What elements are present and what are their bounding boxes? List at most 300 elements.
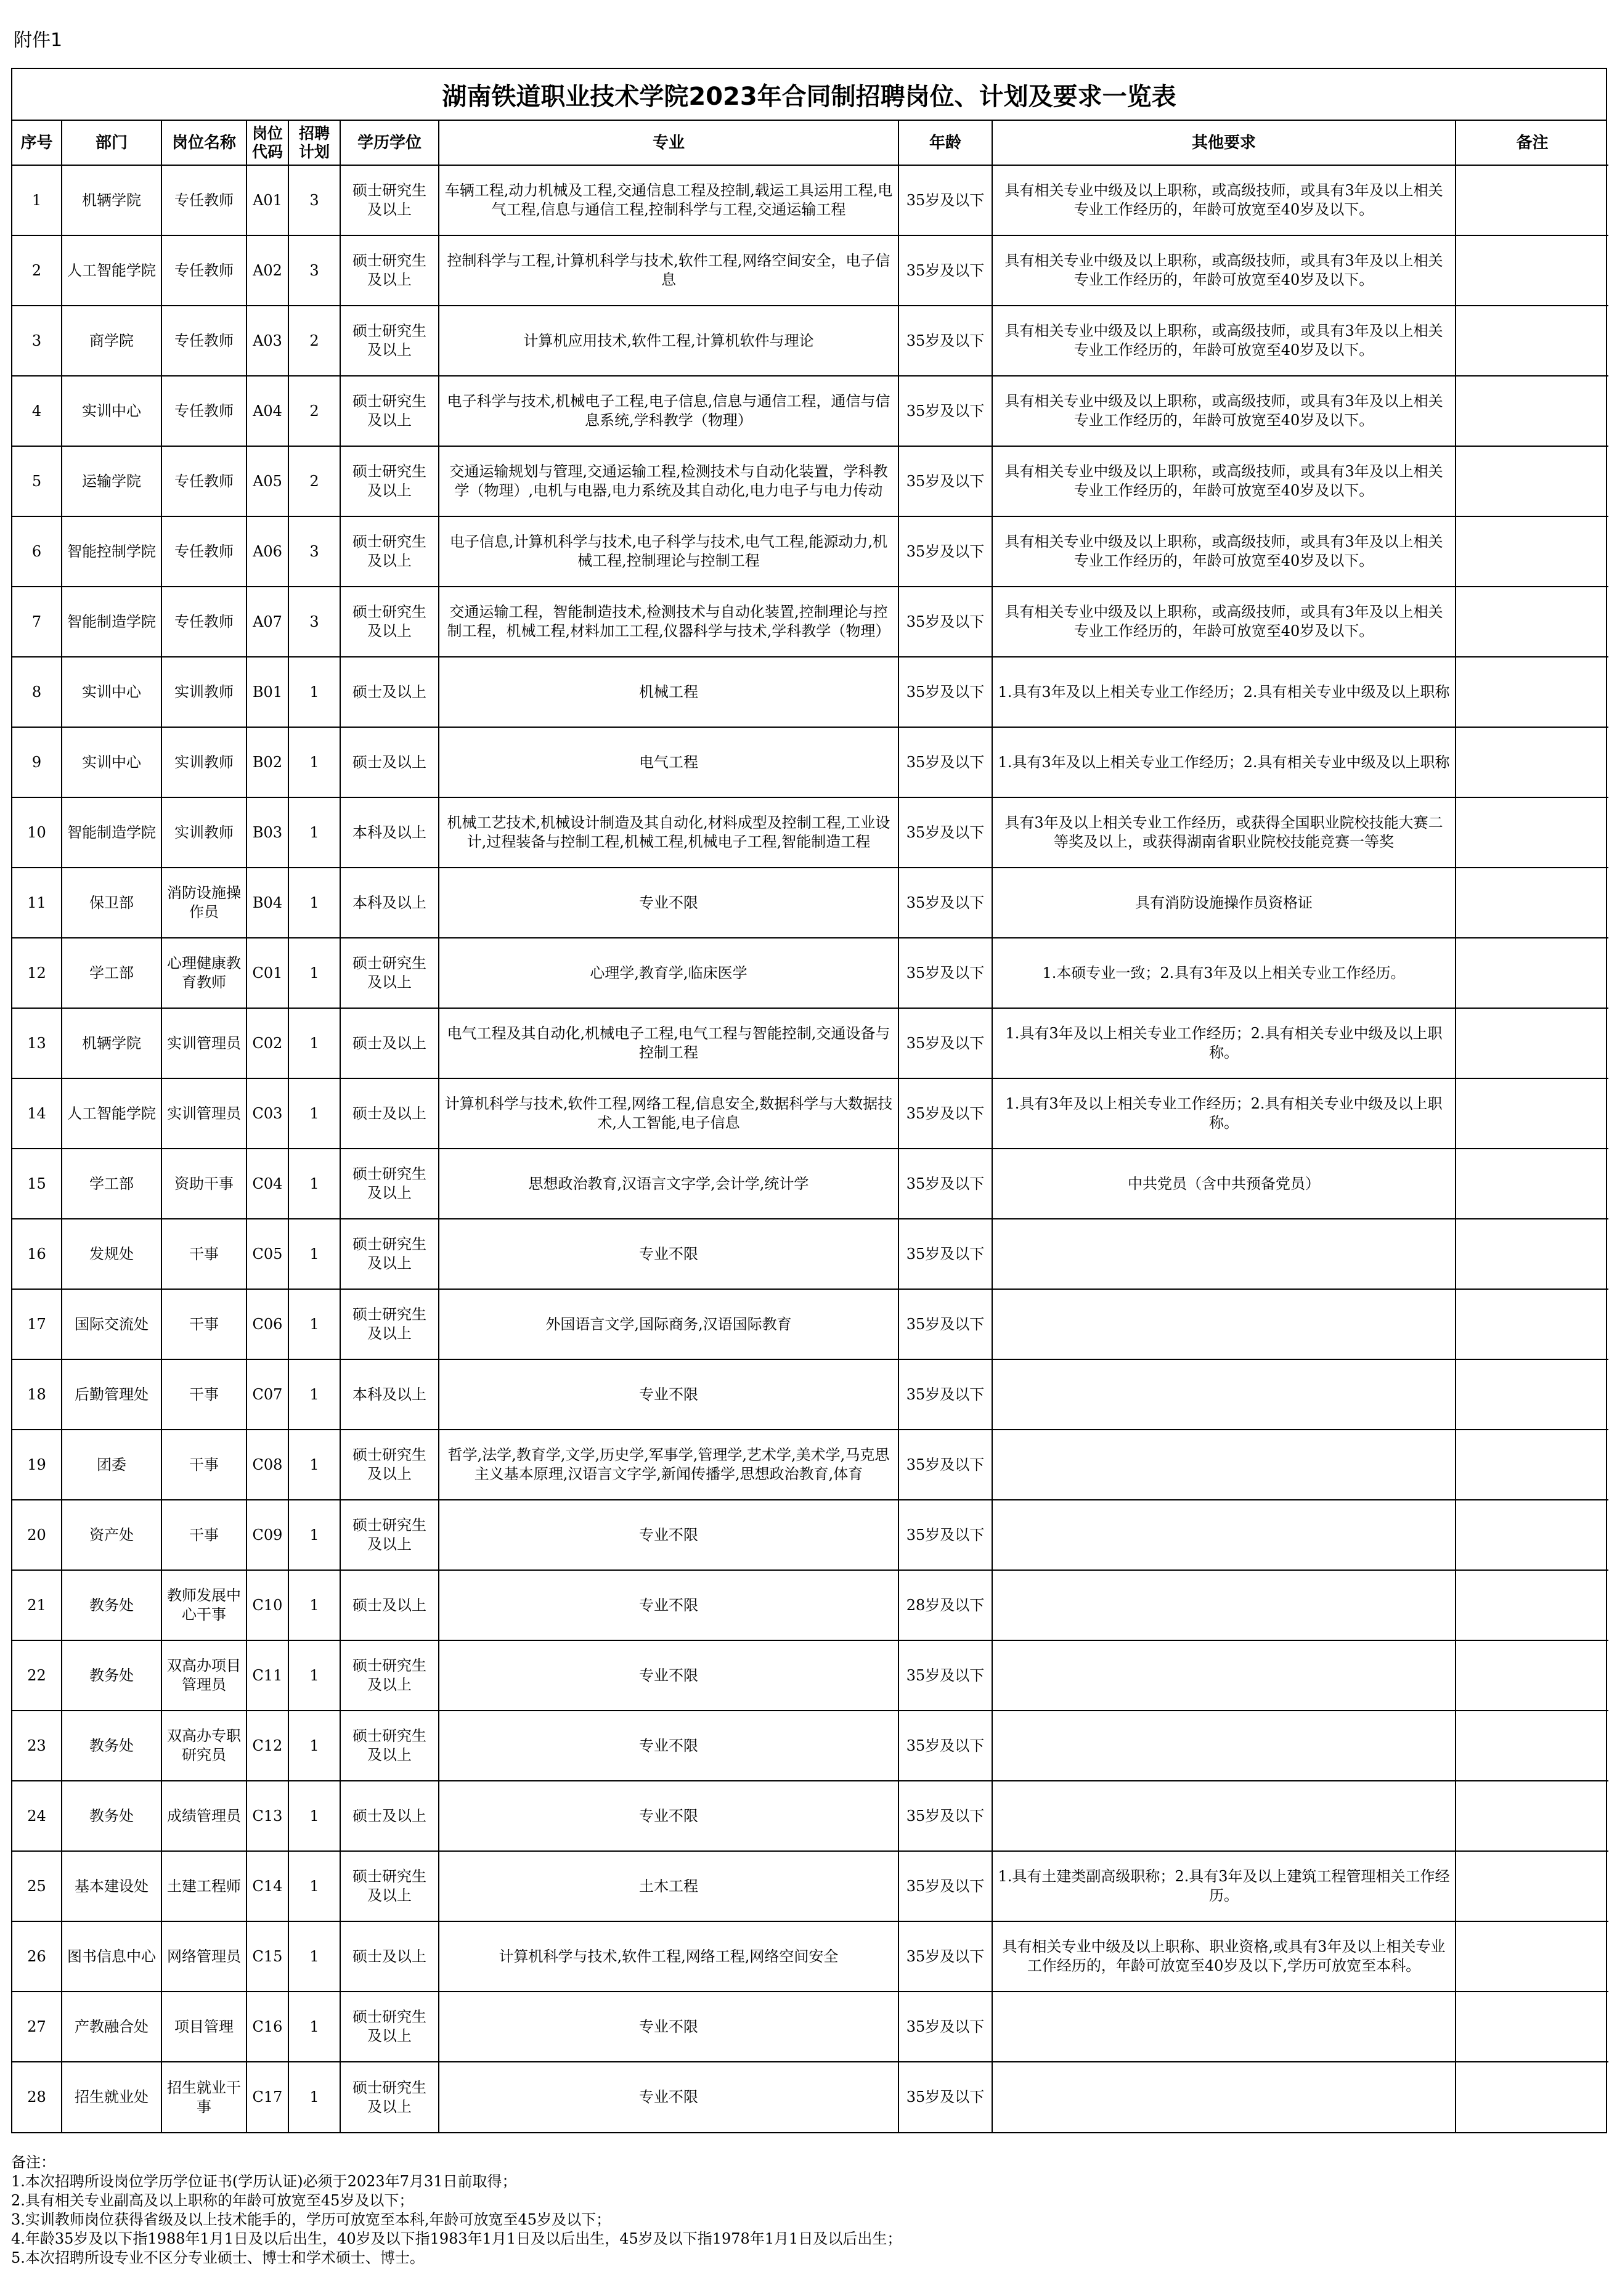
cell-post-code: C09 [246, 1500, 288, 1570]
cell-post-name: 专任教师 [161, 587, 246, 657]
cell-post-code: A02 [246, 235, 288, 306]
cell-plan: 1 [288, 1008, 340, 1078]
notes-section [11, 2153, 1607, 2268]
table-row [12, 1359, 1608, 1430]
cell-post-code: B02 [246, 727, 288, 797]
cell-plan: 1 [288, 1149, 340, 1219]
cell-degree: 本科及以上 [340, 797, 439, 868]
table-row [12, 1219, 1608, 1289]
cell-degree: 硕士研究生及以上 [340, 516, 439, 587]
cell-dept: 教务处 [62, 1640, 161, 1711]
cell-age: 35岁及以下 [898, 797, 992, 868]
cell-post-name: 专任教师 [161, 306, 246, 376]
cell-age: 35岁及以下 [898, 727, 992, 797]
cell-degree: 硕士研究生及以上 [340, 1219, 439, 1289]
cell-seq: 3 [12, 306, 62, 376]
cell-degree: 硕士研究生及以上 [340, 235, 439, 306]
cell-post-code: C14 [246, 1851, 288, 1921]
cell-dept: 人工智能学院 [62, 1078, 161, 1149]
cell-other [992, 1570, 1456, 1640]
table-row [12, 1781, 1608, 1851]
cell-post-code: A03 [246, 306, 288, 376]
cell-age: 35岁及以下 [898, 306, 992, 376]
cell-other: 具有消防设施操作员资格证 [992, 868, 1456, 938]
cell-age: 35岁及以下 [898, 1430, 992, 1500]
cell-dept: 智能控制学院 [62, 516, 161, 587]
cell-other: 1.具有3年及以上相关专业工作经历；2.具有相关专业中级及以上职称 [992, 657, 1456, 727]
cell-seq: 11 [12, 868, 62, 938]
cell-post-name: 实训教师 [161, 727, 246, 797]
cell-plan: 1 [288, 1640, 340, 1711]
cell-seq: 9 [12, 727, 62, 797]
cell-dept: 实训中心 [62, 657, 161, 727]
cell-degree: 硕士研究生及以上 [340, 938, 439, 1008]
col-header-other: 其他要求 [992, 121, 1456, 165]
cell-remark [1456, 1500, 1608, 1570]
notes-heading: 备注： [11, 2154, 55, 2171]
cell-post-name: 干事 [161, 1289, 246, 1359]
note-item: 5.本次招聘所设专业不区分专业硕士、博士和学术硕士、博士。 [11, 2249, 425, 2266]
cell-degree: 硕士研究生及以上 [340, 1149, 439, 1219]
cell-seq: 23 [12, 1711, 62, 1781]
cell-post-code: A06 [246, 516, 288, 587]
table-row [12, 446, 1608, 516]
post-code-line1: 岗位 [251, 124, 283, 142]
cell-major: 机械工艺技术,机械设计制造及其自动化,材料成型及控制工程,工业设计,过程装备与控制工程,机械工程,机械电子工程,智能制造工程 [439, 797, 898, 868]
cell-dept: 学工部 [62, 1149, 161, 1219]
cell-post-code: C13 [246, 1781, 288, 1851]
cell-seq: 2 [12, 235, 62, 306]
cell-remark [1456, 797, 1608, 868]
cell-plan: 1 [288, 2062, 340, 2132]
cell-plan: 1 [288, 1359, 340, 1430]
cell-dept: 教务处 [62, 1711, 161, 1781]
cell-dept: 图书信息中心 [62, 1921, 161, 1992]
cell-remark [1456, 1851, 1608, 1921]
cell-post-code: C05 [246, 1219, 288, 1289]
cell-remark [1456, 376, 1608, 446]
table-row [12, 938, 1608, 1008]
cell-major: 专业不限 [439, 1640, 898, 1711]
col-header-major: 专业 [439, 121, 898, 165]
cell-remark [1456, 1289, 1608, 1359]
cell-post-name: 干事 [161, 1500, 246, 1570]
cell-age: 35岁及以下 [898, 1851, 992, 1921]
cell-major: 专业不限 [439, 868, 898, 938]
cell-post-name: 双高办项目管理员 [161, 1640, 246, 1711]
cell-seq: 14 [12, 1078, 62, 1149]
cell-seq: 4 [12, 376, 62, 446]
cell-seq: 26 [12, 1921, 62, 1992]
attachment-label: 附件1 [14, 30, 63, 51]
cell-seq: 1 [12, 165, 62, 235]
cell-remark [1456, 1570, 1608, 1640]
cell-age: 35岁及以下 [898, 2062, 992, 2132]
cell-seq: 5 [12, 446, 62, 516]
cell-degree: 硕士及以上 [340, 1570, 439, 1640]
table-row [12, 587, 1608, 657]
cell-remark [1456, 657, 1608, 727]
cell-other: 1.具有3年及以上相关专业工作经历；2.具有相关专业中级及以上职称。 [992, 1078, 1456, 1149]
plan-line2: 计划 [298, 142, 330, 161]
cell-age: 35岁及以下 [898, 1219, 992, 1289]
cell-plan: 1 [288, 797, 340, 868]
cell-seq: 7 [12, 587, 62, 657]
cell-seq: 21 [12, 1570, 62, 1640]
cell-post-code: A04 [246, 376, 288, 446]
cell-post-code: C04 [246, 1149, 288, 1219]
cell-major: 交通运输工程，智能制造技术,检测技术与自动化装置,控制理论与控制工程，机械工程,材料加工工程,仪器科学与技术,学科教学（物理） [439, 587, 898, 657]
cell-degree: 硕士研究生及以上 [340, 1500, 439, 1570]
table-row [12, 376, 1608, 446]
cell-post-name: 专任教师 [161, 235, 246, 306]
cell-plan: 3 [288, 587, 340, 657]
cell-plan: 1 [288, 1851, 340, 1921]
table-row [12, 1289, 1608, 1359]
cell-plan: 1 [288, 1921, 340, 1992]
table-row [12, 1500, 1608, 1570]
cell-plan: 1 [288, 1781, 340, 1851]
cell-degree: 硕士研究生及以上 [340, 2062, 439, 2132]
cell-plan: 2 [288, 376, 340, 446]
cell-degree: 硕士研究生及以上 [340, 587, 439, 657]
cell-other: 具有相关专业中级及以上职称，或高级技师，或具有3年及以上相关专业工作经历的，年龄可放宽至40岁及以下。 [992, 165, 1456, 235]
cell-plan: 1 [288, 1078, 340, 1149]
cell-major: 专业不限 [439, 1781, 898, 1851]
cell-other [992, 1359, 1456, 1430]
cell-other: 具有相关专业中级及以上职称、职业资格,或具有3年及以上相关专业工作经历的，年龄可放宽至40岁及以下,学历可放宽至本科。 [992, 1921, 1456, 1992]
cell-remark [1456, 1430, 1608, 1500]
cell-major: 专业不限 [439, 1992, 898, 2062]
cell-post-code: B01 [246, 657, 288, 727]
cell-age: 35岁及以下 [898, 165, 992, 235]
table-row [12, 1570, 1608, 1640]
cell-age: 35岁及以下 [898, 1711, 992, 1781]
cell-plan: 2 [288, 306, 340, 376]
cell-major: 交通运输规划与管理,交通运输工程,检测技术与自动化装置，学科教学（物理）,电机与电器,电力系统及其自动化,电力电子与电力传动 [439, 446, 898, 516]
cell-remark [1456, 1640, 1608, 1711]
cell-degree: 硕士及以上 [340, 1921, 439, 1992]
cell-plan: 1 [288, 1500, 340, 1570]
cell-other: 1.具有土建类副高级职称；2.具有3年及以上建筑工程管理相关工作经历。 [992, 1851, 1456, 1921]
cell-age: 35岁及以下 [898, 587, 992, 657]
cell-other [992, 1500, 1456, 1570]
cell-degree: 硕士研究生及以上 [340, 165, 439, 235]
col-header-dept: 部门 [62, 121, 161, 165]
cell-post-code: C02 [246, 1008, 288, 1078]
cell-remark [1456, 938, 1608, 1008]
table-row [12, 516, 1608, 587]
cell-post-name: 实训管理员 [161, 1078, 246, 1149]
table-row [12, 1149, 1608, 1219]
cell-post-code: C17 [246, 2062, 288, 2132]
cell-degree: 本科及以上 [340, 868, 439, 938]
note-item: 3.实训教师岗位获得省级及以上技术能手的，学历可放宽至本科,年龄可放宽至45岁及以下； [11, 2211, 611, 2228]
cell-remark [1456, 587, 1608, 657]
cell-post-name: 消防设施操作员 [161, 868, 246, 938]
cell-dept: 智能制造学院 [62, 797, 161, 868]
cell-age: 35岁及以下 [898, 1992, 992, 2062]
cell-seq: 28 [12, 2062, 62, 2132]
cell-age: 35岁及以下 [898, 1500, 992, 1570]
cell-degree: 硕士及以上 [340, 1781, 439, 1851]
table-row [12, 1078, 1608, 1149]
cell-post-name: 项目管理 [161, 1992, 246, 2062]
cell-plan: 1 [288, 938, 340, 1008]
cell-age: 35岁及以下 [898, 1078, 992, 1149]
cell-other: 具有3年及以上相关专业工作经历，或获得全国职业院校技能大赛二等奖及以上，或获得湖南省职业院校技能竞赛一等奖 [992, 797, 1456, 868]
cell-post-name: 招生就业干事 [161, 2062, 246, 2132]
cell-other [992, 1992, 1456, 2062]
cell-age: 35岁及以下 [898, 446, 992, 516]
cell-major: 车辆工程,动力机械及工程,交通信息工程及控制,载运工具运用工程,电气工程,信息与通信工程,控制科学与工程,交通运输工程 [439, 165, 898, 235]
cell-degree: 硕士研究生及以上 [340, 1851, 439, 1921]
cell-post-name: 专任教师 [161, 446, 246, 516]
cell-post-name: 网络管理员 [161, 1921, 246, 1992]
cell-other [992, 2062, 1456, 2132]
cell-seq: 18 [12, 1359, 62, 1430]
cell-post-name: 成绩管理员 [161, 1781, 246, 1851]
cell-dept: 智能制造学院 [62, 587, 161, 657]
cell-major: 电气工程 [439, 727, 898, 797]
cell-dept: 团委 [62, 1430, 161, 1500]
cell-post-name: 资助干事 [161, 1149, 246, 1219]
cell-age: 35岁及以下 [898, 1921, 992, 1992]
cell-age: 35岁及以下 [898, 1359, 992, 1430]
cell-plan: 1 [288, 868, 340, 938]
cell-age: 35岁及以下 [898, 1289, 992, 1359]
col-header-post-name: 岗位名称 [161, 121, 246, 165]
table-row [12, 1851, 1608, 1921]
cell-remark [1456, 868, 1608, 938]
cell-remark [1456, 1008, 1608, 1078]
cell-dept: 后勤管理处 [62, 1359, 161, 1430]
page-title: 湖南铁道职业技术学院2023年合同制招聘岗位、计划及要求一览表 [12, 69, 1606, 121]
cell-plan: 1 [288, 1430, 340, 1500]
cell-plan: 1 [288, 727, 340, 797]
cell-degree: 硕士及以上 [340, 727, 439, 797]
cell-remark [1456, 1219, 1608, 1289]
cell-dept: 机辆学院 [62, 165, 161, 235]
table-row [12, 1711, 1608, 1781]
table-row [12, 868, 1608, 938]
cell-plan: 1 [288, 1219, 340, 1289]
cell-seq: 19 [12, 1430, 62, 1500]
cell-major: 专业不限 [439, 1359, 898, 1430]
table-row [12, 1430, 1608, 1500]
cell-remark [1456, 1359, 1608, 1430]
cell-other: 具有相关专业中级及以上职称，或高级技师，或具有3年及以上相关专业工作经历的，年龄可放宽至40岁及以下。 [992, 376, 1456, 446]
cell-dept: 教务处 [62, 1570, 161, 1640]
cell-remark [1456, 306, 1608, 376]
cell-seq: 16 [12, 1219, 62, 1289]
cell-seq: 15 [12, 1149, 62, 1219]
cell-degree: 硕士研究生及以上 [340, 1430, 439, 1500]
cell-degree: 硕士及以上 [340, 1008, 439, 1078]
cell-plan: 3 [288, 235, 340, 306]
cell-major: 心理学,教育学,临床医学 [439, 938, 898, 1008]
cell-degree: 硕士及以上 [340, 1078, 439, 1149]
table-row [12, 165, 1608, 235]
cell-post-name: 教师发展中心干事 [161, 1570, 246, 1640]
col-header-plan [288, 121, 340, 165]
cell-remark [1456, 1781, 1608, 1851]
cell-plan: 3 [288, 165, 340, 235]
cell-dept: 保卫部 [62, 868, 161, 938]
cell-dept: 资产处 [62, 1500, 161, 1570]
cell-other [992, 1640, 1456, 1711]
cell-age: 35岁及以下 [898, 1149, 992, 1219]
cell-age: 35岁及以下 [898, 657, 992, 727]
cell-dept: 发规处 [62, 1219, 161, 1289]
cell-major: 思想政治教育,汉语言文字学,会计学,统计学 [439, 1149, 898, 1219]
cell-seq: 17 [12, 1289, 62, 1359]
cell-age: 35岁及以下 [898, 376, 992, 446]
cell-post-code: C01 [246, 938, 288, 1008]
cell-major: 计算机应用技术,软件工程,计算机软件与理论 [439, 306, 898, 376]
post-code-line2: 代码 [251, 142, 283, 161]
cell-post-name: 干事 [161, 1430, 246, 1500]
cell-major: 专业不限 [439, 1500, 898, 1570]
cell-plan: 1 [288, 657, 340, 727]
cell-major: 电气工程及其自动化,机械电子工程,电气工程与智能控制,交通设备与控制工程 [439, 1008, 898, 1078]
col-header-seq: 序号 [12, 121, 62, 165]
table-row [12, 797, 1608, 868]
table-row [12, 657, 1608, 727]
recruitment-table [12, 121, 1608, 2132]
cell-remark [1456, 1711, 1608, 1781]
cell-degree: 硕士研究生及以上 [340, 376, 439, 446]
cell-other: 具有相关专业中级及以上职称，或高级技师，或具有3年及以上相关专业工作经历的，年龄可放宽至40岁及以下。 [992, 306, 1456, 376]
cell-post-code: C12 [246, 1711, 288, 1781]
cell-major: 外国语言文学,国际商务,汉语国际教育 [439, 1289, 898, 1359]
cell-other: 1.本硕专业一致；2.具有3年及以上相关专业工作经历。 [992, 938, 1456, 1008]
cell-major: 专业不限 [439, 2062, 898, 2132]
cell-seq: 24 [12, 1781, 62, 1851]
cell-dept: 产教融合处 [62, 1992, 161, 2062]
table-row [12, 1008, 1608, 1078]
cell-major: 专业不限 [439, 1711, 898, 1781]
cell-dept: 实训中心 [62, 727, 161, 797]
col-header-remark: 备注 [1456, 121, 1608, 165]
cell-degree: 硕士研究生及以上 [340, 306, 439, 376]
cell-remark [1456, 1149, 1608, 1219]
cell-other [992, 1711, 1456, 1781]
cell-age: 35岁及以下 [898, 235, 992, 306]
note-item: 2.具有相关专业副高及以上职称的年龄可放宽至45岁及以下； [11, 2192, 414, 2209]
cell-degree: 硕士研究生及以上 [340, 1992, 439, 2062]
cell-other: 具有相关专业中级及以上职称，或高级技师，或具有3年及以上相关专业工作经历的，年龄可放宽至40岁及以下。 [992, 516, 1456, 587]
cell-seq: 20 [12, 1500, 62, 1570]
cell-plan: 3 [288, 516, 340, 587]
cell-seq: 22 [12, 1640, 62, 1711]
cell-other [992, 1219, 1456, 1289]
col-header-post-code [246, 121, 288, 165]
table-header-row [12, 121, 1608, 165]
cell-post-code: C11 [246, 1640, 288, 1711]
cell-dept: 基本建设处 [62, 1851, 161, 1921]
cell-post-name: 实训管理员 [161, 1008, 246, 1078]
cell-major: 机械工程 [439, 657, 898, 727]
cell-remark [1456, 235, 1608, 306]
cell-age: 35岁及以下 [898, 516, 992, 587]
cell-seq: 10 [12, 797, 62, 868]
cell-post-name: 双高办专职研究员 [161, 1711, 246, 1781]
cell-remark [1456, 165, 1608, 235]
cell-other [992, 1430, 1456, 1500]
cell-plan: 2 [288, 446, 340, 516]
cell-post-code: A05 [246, 446, 288, 516]
cell-dept: 运输学院 [62, 446, 161, 516]
cell-post-code: C15 [246, 1921, 288, 1992]
cell-age: 35岁及以下 [898, 868, 992, 938]
cell-post-name: 干事 [161, 1219, 246, 1289]
cell-dept: 教务处 [62, 1781, 161, 1851]
cell-post-code: A01 [246, 165, 288, 235]
cell-seq: 13 [12, 1008, 62, 1078]
table-row [12, 727, 1608, 797]
cell-post-code: C06 [246, 1289, 288, 1359]
note-item: 4.年龄35岁及以下指1988年1月1日及以后出生，40岁及以下指1983年1月1日及以后出生，45岁及以下指1978年1月1日及以后出生； [11, 2230, 902, 2247]
cell-major: 控制科学与工程,计算机科学与技术,软件工程,网络空间安全，电子信息 [439, 235, 898, 306]
cell-remark [1456, 2062, 1608, 2132]
cell-seq: 25 [12, 1851, 62, 1921]
table-row [12, 2062, 1608, 2132]
cell-post-name: 实训教师 [161, 797, 246, 868]
cell-dept: 机辆学院 [62, 1008, 161, 1078]
cell-seq: 6 [12, 516, 62, 587]
cell-degree: 硕士研究生及以上 [340, 1640, 439, 1711]
cell-seq: 12 [12, 938, 62, 1008]
cell-remark [1456, 446, 1608, 516]
cell-degree: 硕士研究生及以上 [340, 446, 439, 516]
cell-other [992, 1289, 1456, 1359]
cell-other: 具有相关专业中级及以上职称，或高级技师，或具有3年及以上相关专业工作经历的，年龄可放宽至40岁及以下。 [992, 587, 1456, 657]
col-header-age: 年龄 [898, 121, 992, 165]
cell-post-name: 干事 [161, 1359, 246, 1430]
cell-post-name: 心理健康教育教师 [161, 938, 246, 1008]
cell-post-code: C10 [246, 1570, 288, 1640]
cell-major: 电子信息,计算机科学与技术,电子科学与技术,电气工程,能源动力,机械工程,控制理论与控制工程 [439, 516, 898, 587]
cell-degree: 本科及以上 [340, 1359, 439, 1430]
cell-major: 电子科学与技术,机械电子工程,电子信息,信息与通信工程，通信与信息系统,学科教学（物理） [439, 376, 898, 446]
cell-other: 1.具有3年及以上相关专业工作经历；2.具有相关专业中级及以上职称。 [992, 1008, 1456, 1078]
cell-age: 35岁及以下 [898, 938, 992, 1008]
cell-post-code: B03 [246, 797, 288, 868]
cell-age: 35岁及以下 [898, 1640, 992, 1711]
cell-degree: 硕士研究生及以上 [340, 1711, 439, 1781]
cell-age: 35岁及以下 [898, 1008, 992, 1078]
cell-age: 35岁及以下 [898, 1781, 992, 1851]
cell-seq: 27 [12, 1992, 62, 2062]
cell-post-name: 土建工程师 [161, 1851, 246, 1921]
cell-post-code: A07 [246, 587, 288, 657]
cell-major: 专业不限 [439, 1570, 898, 1640]
cell-post-code: C16 [246, 1992, 288, 2062]
cell-major: 哲学,法学,教育学,文学,历史学,军事学,管理学,艺术学,美术学,马克思主义基本原理,汉语言文字学,新闻传播学,思想政治教育,体育 [439, 1430, 898, 1500]
note-item: 1.本次招聘所设岗位学历学位证书(学历认证)必须于2023年7月31日前取得； [11, 2173, 517, 2190]
cell-dept: 商学院 [62, 306, 161, 376]
cell-degree: 硕士研究生及以上 [340, 1289, 439, 1359]
cell-remark [1456, 727, 1608, 797]
cell-other [992, 1781, 1456, 1851]
cell-post-code: C03 [246, 1078, 288, 1149]
cell-dept: 国际交流处 [62, 1289, 161, 1359]
cell-degree: 硕士及以上 [340, 657, 439, 727]
cell-plan: 1 [288, 1711, 340, 1781]
cell-seq: 8 [12, 657, 62, 727]
cell-dept: 人工智能学院 [62, 235, 161, 306]
